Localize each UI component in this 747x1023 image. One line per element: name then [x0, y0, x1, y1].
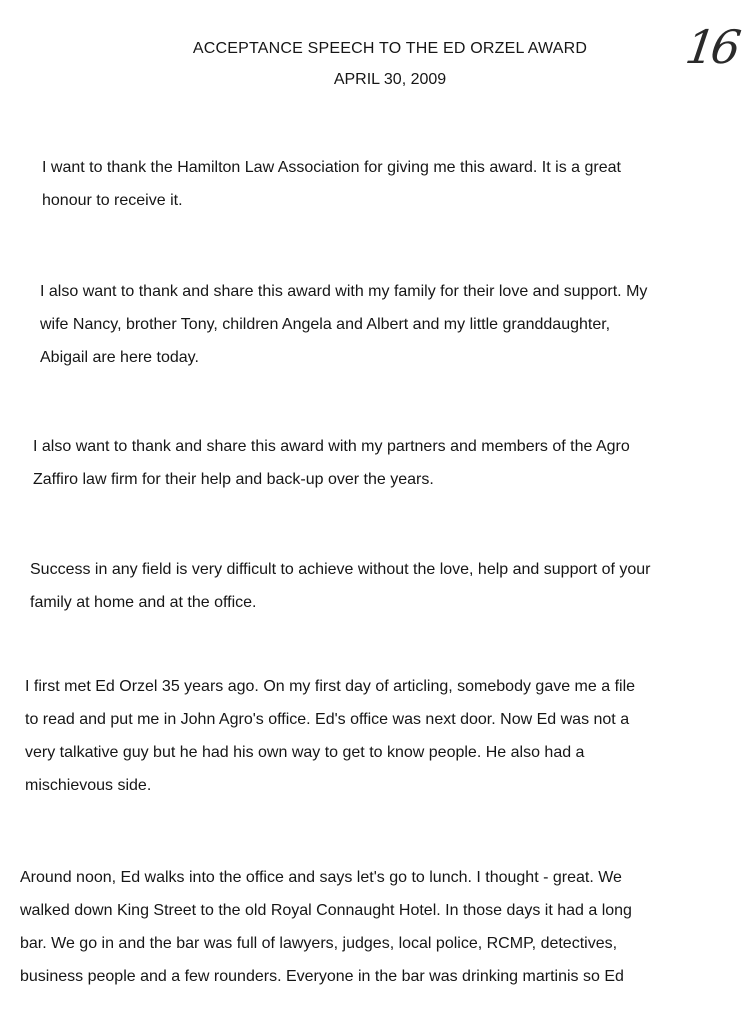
paragraph-line: family at home and at the office. — [30, 594, 257, 611]
paragraph-line: mischievous side. — [25, 777, 152, 794]
document-title: ACCEPTANCE SPEECH TO THE ED ORZEL AWARD — [192, 40, 588, 57]
paragraph-line: Abigail are here today. — [40, 349, 199, 366]
handwritten-page-number: 16 — [682, 20, 741, 74]
paragraph-lunch — [20, 861, 710, 993]
paragraph-success — [30, 553, 720, 619]
paragraph-line: Around noon, Ed walks into the office and says let's go to lunch. I thought - great. We — [20, 869, 622, 886]
paragraph-line: to read and put me in John Agro's office. Ed's office was next door. Now Ed was not a — [25, 711, 630, 728]
paragraph-line: wife Nancy, brother Tony, children Angela and Albert and my little granddaughter, — [40, 316, 611, 333]
paragraph-line: business people and a few rounders. Everyone in the bar was drinking martinis so Ed — [20, 968, 624, 985]
paragraph-line: I also want to thank and share this award with my partners and members of the Agro — [33, 438, 630, 455]
paragraph-thanks-association — [42, 151, 730, 217]
paragraph-line: Success in any field is very difficult to achieve without the love, help and support of your — [30, 561, 651, 578]
paragraph-line: I first met Ed Orzel 35 years ago. On my first day of articling, somebody gave me a file — [25, 678, 636, 695]
paragraph-line: bar. We go in and the bar was full of lawyers, judges, local police, RCMP, detectives, — [20, 935, 618, 952]
paragraph-line: I also want to thank and share this award with my family for their love and support. My — [40, 283, 648, 300]
paragraph-line: walked down King Street to the old Royal Connaught Hotel. In those days it had a long — [20, 902, 632, 919]
paragraph-line: honour to receive it. — [42, 192, 183, 209]
paragraph-thanks-family — [40, 275, 722, 374]
paragraph-first-met — [25, 670, 715, 802]
paragraph-line: very talkative guy but he had his own way to get to know people. He also had a — [25, 744, 585, 761]
paragraph-line: I want to thank the Hamilton Law Association for giving me this award. It is a great — [42, 159, 621, 176]
paragraph-line: Zaffiro law firm for their help and back-up over the years. — [33, 471, 434, 488]
paragraph-thanks-partners — [33, 430, 722, 496]
document-date: APRIL 30, 2009 — [333, 71, 447, 88]
